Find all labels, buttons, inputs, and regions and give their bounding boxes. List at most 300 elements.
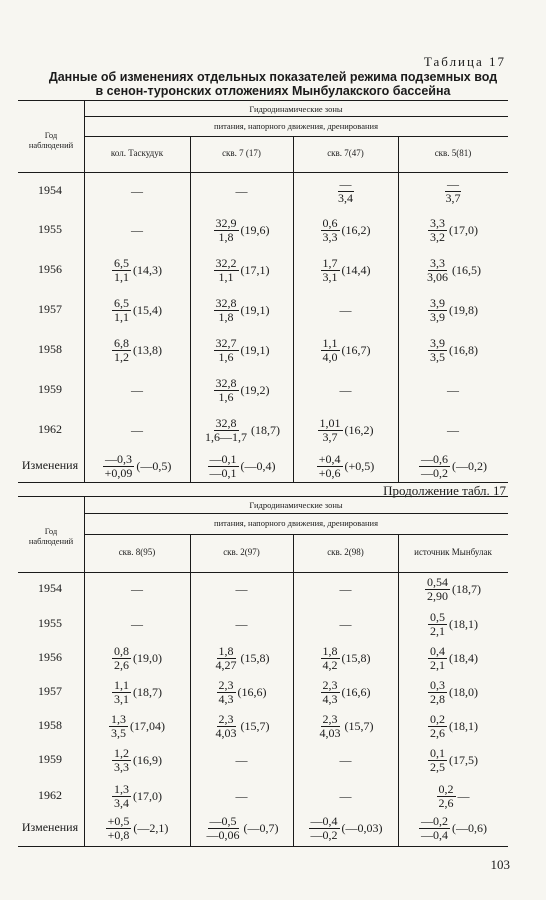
table-cell: [293, 415, 398, 445]
denominator: 3,4: [338, 190, 353, 205]
zones-header: Гидродинамические зоны: [249, 104, 343, 114]
parenthetical-value: (—0,5): [136, 458, 172, 473]
denominator: 3,1: [114, 691, 129, 706]
table-bottom-rule: [18, 482, 508, 483]
parenthetical-value: (18,1): [449, 718, 478, 733]
fraction-value: [106, 815, 132, 842]
dash-value: —: [339, 788, 352, 803]
denominator: 1,2: [114, 349, 129, 364]
table-cell: [190, 215, 293, 245]
table-cell: [398, 677, 508, 707]
fraction-value: [428, 713, 447, 740]
numerator: 3,9: [430, 335, 445, 350]
fraction-value: [205, 815, 242, 842]
year-label: 1955: [38, 222, 62, 236]
dash-value: —: [235, 616, 248, 631]
header-bottom-rule: [18, 172, 508, 173]
fraction-value: [318, 713, 343, 740]
table-cell: [293, 574, 398, 604]
denominator: 3,5: [430, 349, 445, 364]
fraction-value: [321, 337, 340, 364]
fraction-value: [425, 576, 450, 603]
dash-value: —: [131, 581, 143, 596]
parenthetical-value: (16,6): [341, 684, 371, 699]
table-cell: [190, 574, 293, 604]
denominator: 2,8: [430, 691, 445, 706]
table-cell: [398, 813, 508, 843]
parenthetical-value: (—0,4): [240, 458, 276, 473]
parenthetical-value: (14,4): [341, 262, 371, 277]
numerator: 1,2: [114, 745, 129, 760]
numerator: 0,54: [427, 574, 448, 589]
fraction-value: [321, 217, 340, 244]
numerator: 32,8: [215, 415, 237, 430]
denominator: 4,3: [218, 691, 234, 706]
parenthetical-value: (19,6): [240, 222, 270, 237]
parenthetical-value: (+0,5): [344, 458, 375, 473]
fraction-value: [321, 679, 340, 706]
numerator: 6,8: [114, 335, 129, 350]
year-label: 1955: [38, 616, 62, 630]
denominator: 1,8: [218, 309, 234, 324]
subzone-rule: [84, 534, 508, 535]
numerator: 1,1: [114, 677, 129, 692]
table-cell: [84, 711, 190, 741]
parenthetical-value: (16,8): [449, 342, 478, 357]
denominator: +0,8: [107, 827, 130, 842]
numerator: 0,6: [322, 215, 338, 230]
denominator: 2,6: [114, 657, 129, 672]
column-header: скв. 7(47): [327, 148, 364, 158]
fraction-value: [309, 815, 340, 842]
dash-value: —: [235, 788, 248, 803]
parenthetical-value: (18,7): [452, 581, 481, 596]
numerator: —0,4: [310, 813, 338, 828]
numerator: 32,8: [215, 375, 237, 390]
denominator: 1,1: [218, 269, 234, 284]
year-label: 1962: [38, 788, 62, 802]
parenthetical-value: (15,8): [341, 650, 371, 665]
year-label: 1958: [38, 718, 62, 732]
parenthetical-value: (19,1): [240, 302, 270, 317]
fraction-value: [428, 217, 447, 244]
numerator: 2,3: [218, 711, 234, 726]
year-label: Изменения: [21, 458, 79, 472]
denominator: 4,27: [215, 657, 237, 672]
denominator: +0,09: [104, 465, 133, 480]
fraction-value: [444, 178, 463, 205]
zones-rule: [84, 513, 508, 514]
parenthetical-value: (16,2): [341, 222, 371, 237]
fraction-value: [321, 257, 340, 284]
fraction-value: [419, 815, 450, 842]
table-cell: [293, 609, 398, 639]
denominator: 2,90: [427, 588, 448, 603]
fraction-value: [425, 257, 450, 284]
table-cell: [84, 745, 190, 775]
year-label: 1957: [38, 684, 62, 698]
table-cell: [293, 643, 398, 673]
denominator: —0,4: [421, 827, 448, 842]
parenthetical-value: (18,7): [133, 684, 162, 699]
parenthetical-value: (13,8): [133, 342, 162, 357]
numerator: 32,8: [215, 295, 237, 310]
numerator: 1,1: [322, 335, 338, 350]
parenthetical-value: (19,2): [240, 382, 270, 397]
table-cell: [84, 255, 190, 285]
fraction-value: [112, 645, 131, 672]
page-number: 103: [490, 857, 510, 872]
numerator: 0,8: [114, 643, 129, 658]
fraction-value: [214, 257, 239, 284]
fraction-value: [109, 713, 128, 740]
year-label: 1958: [38, 342, 62, 356]
fraction-value: [318, 417, 343, 444]
table-cell: [190, 677, 293, 707]
table-cell: [293, 335, 398, 365]
denominator: 3,2: [430, 229, 445, 244]
table-title-line1: Данные об изменениях отдельных показателей режима подземных вод: [48, 70, 498, 84]
fraction-value: [428, 747, 447, 774]
table-cell: [190, 643, 293, 673]
numerator: 1,01: [319, 415, 341, 430]
denominator: 3,06: [427, 269, 448, 284]
table-cell: [293, 813, 398, 843]
numerator: 0,5: [430, 609, 445, 624]
numerator: —0,1: [209, 451, 237, 466]
fraction-value: [336, 178, 355, 205]
numerator: 0,1: [430, 745, 445, 760]
denominator: 2,6: [438, 795, 454, 810]
dash-value: —: [339, 581, 352, 596]
table-cell: [190, 295, 293, 325]
table-cell: [190, 813, 293, 843]
zones-header: Гидродинамические зоны: [249, 500, 343, 510]
numerator: +0,4: [318, 451, 341, 466]
table-cell: [190, 745, 293, 775]
dash-value: —: [447, 422, 459, 437]
table-cell: [398, 215, 508, 245]
table-cell: [398, 335, 508, 365]
numerator: —: [447, 176, 459, 191]
column-header: скв. 5(81): [434, 148, 472, 158]
table-cell: [398, 255, 508, 285]
subzone-header: питания, напорного движения, дренирования: [214, 121, 378, 131]
table-cell: [84, 375, 190, 405]
numerator: —0,2: [421, 813, 448, 828]
numerator: 1,3: [111, 711, 126, 726]
fraction-value: [112, 297, 131, 324]
table-cell: [190, 711, 293, 741]
parenthetical-value: (—0,03): [341, 820, 383, 835]
dash-value: —: [339, 616, 352, 631]
fraction-value: [214, 337, 239, 364]
table-cell: [293, 215, 398, 245]
table-cell: [398, 415, 508, 445]
parenthetical-value: (16,9): [133, 752, 162, 767]
fraction-value: [112, 679, 131, 706]
subzone-header: питания, напорного движения, дренирования: [214, 518, 378, 528]
table-cell: [398, 574, 508, 604]
parenthetical-value: (16,5): [452, 262, 481, 277]
table-cell: [84, 781, 190, 811]
table-top-rule: [18, 496, 508, 497]
numerator: 32,2: [215, 255, 237, 270]
numerator: 0,4: [430, 643, 445, 658]
table-cell: [293, 781, 398, 811]
denominator: 1,8: [218, 229, 234, 244]
numerator: 2,3: [322, 711, 338, 726]
numerator: 1,7: [322, 255, 338, 270]
column-header: скв. 2(98): [327, 547, 364, 557]
parenthetical-value: (19,1): [240, 342, 270, 357]
denominator: 3,9: [430, 309, 445, 324]
column-header: источник Мынбулак: [414, 547, 492, 557]
table-cell: [190, 255, 293, 285]
denominator: 3,7: [322, 429, 338, 444]
denominator: 3,4: [114, 795, 129, 810]
table-cell: [398, 781, 508, 811]
dash-value: —: [235, 581, 248, 596]
numerator: 0,3: [430, 677, 445, 692]
denominator: —0,2: [310, 827, 338, 842]
parenthetical-value: (18,7): [251, 422, 280, 437]
table-cell: [398, 295, 508, 325]
column-header: кол. Таскудук: [110, 148, 164, 158]
numerator: 2,3: [322, 677, 338, 692]
parenthetical-value: (15,8): [240, 650, 270, 665]
table-cell: [84, 451, 190, 481]
table-cell: [398, 176, 508, 206]
fraction-value: [214, 297, 239, 324]
parenthetical-value: (16,2): [344, 422, 374, 437]
parenthetical-value: (—0,2): [452, 458, 487, 473]
fraction-value: [112, 257, 131, 284]
fraction-value: [419, 453, 450, 480]
numerator: 32,9: [215, 215, 237, 230]
year-label: 1962: [38, 422, 62, 436]
denominator: 4,03: [319, 725, 341, 740]
fraction-value: [428, 645, 447, 672]
parenthetical-value: (18,0): [449, 684, 478, 699]
table-cell: [84, 677, 190, 707]
denominator: +0,6: [318, 465, 341, 480]
table-cell: [398, 609, 508, 639]
denominator: 3,1: [322, 269, 338, 284]
parenthetical-value: —: [457, 788, 470, 803]
dash-value: —: [131, 616, 143, 631]
numerator: 6,5: [114, 255, 129, 270]
parenthetical-value: (14,3): [133, 262, 162, 277]
numerator: 3,9: [430, 295, 445, 310]
numerator: —0,3: [105, 451, 132, 466]
table-cell: [190, 781, 293, 811]
fraction-value: [112, 337, 131, 364]
table-cell: [398, 375, 508, 405]
table-cell: [190, 609, 293, 639]
parenthetical-value: (—2,1): [133, 820, 169, 835]
parenthetical-value: (18,1): [449, 616, 478, 631]
table-cell: [190, 335, 293, 365]
year-label: 1956: [38, 262, 62, 276]
year-label: 1959: [38, 382, 62, 396]
dash-value: —: [339, 752, 352, 767]
parenthetical-value: (16,7): [341, 342, 371, 357]
table-cell: [84, 295, 190, 325]
fraction-value: [214, 217, 239, 244]
parenthetical-value: (17,5): [449, 752, 478, 767]
table-cell: [398, 745, 508, 775]
numerator: 0,2: [430, 711, 445, 726]
table-cell: [84, 643, 190, 673]
denominator: 3,5: [111, 725, 126, 740]
fraction-value: [214, 645, 239, 672]
numerator: 6,5: [114, 295, 129, 310]
numerator: 1,8: [218, 643, 234, 658]
fraction-value: [112, 783, 131, 810]
column-header: скв. 2(97): [223, 547, 260, 557]
fraction-value: [428, 611, 447, 638]
denominator: 2,6: [430, 725, 445, 740]
dash-value: —: [131, 382, 143, 397]
dash-value: —: [447, 382, 459, 397]
table-cell: [293, 255, 398, 285]
table-cell: [84, 415, 190, 445]
year-header-line2: наблюдений: [28, 140, 74, 150]
table-cell: [190, 375, 293, 405]
numerator: 0,2: [438, 781, 454, 796]
numerator: 2,3: [218, 677, 234, 692]
year-label: 1957: [38, 302, 62, 316]
denominator: 1,6—1,7: [205, 429, 247, 444]
header-bottom-rule: [18, 572, 508, 573]
denominator: 2,1: [430, 657, 445, 672]
parenthetical-value: (18,4): [449, 650, 478, 665]
year-label: 1956: [38, 650, 62, 664]
parenthetical-value: (15,7): [344, 718, 374, 733]
year-label: Изменения: [21, 820, 79, 834]
denominator: —0,2: [421, 465, 448, 480]
year-label: 1954: [38, 581, 62, 595]
parenthetical-value: (19,0): [133, 650, 162, 665]
dash-value: —: [131, 222, 143, 237]
year-label: 1954: [38, 183, 62, 197]
parenthetical-value: (16,6): [237, 684, 267, 699]
numerator: 32,7: [215, 335, 237, 350]
year-header-line1: Год: [44, 526, 58, 536]
numerator: —0,6: [421, 451, 448, 466]
fraction-value: [214, 713, 239, 740]
numerator: —: [339, 176, 352, 191]
numerator: 3,3: [430, 215, 445, 230]
table-cell: [84, 609, 190, 639]
fraction-value: [317, 453, 343, 480]
denominator: 3,7: [445, 190, 461, 205]
subzone-rule: [84, 136, 508, 137]
dash-value: —: [235, 752, 248, 767]
denominator: 4,2: [322, 657, 338, 672]
numerator: 3,3: [430, 255, 445, 270]
fraction-value: [428, 297, 447, 324]
parenthetical-value: (17,0): [449, 222, 478, 237]
fraction-value: [208, 453, 239, 480]
parenthetical-value: (17,0): [133, 788, 162, 803]
parenthetical-value: (15,7): [240, 718, 270, 733]
table-cell: [293, 176, 398, 206]
table-cell: [190, 415, 293, 445]
numerator: —0,5: [209, 813, 237, 828]
denominator: 4,3: [322, 691, 338, 706]
numerator: 1,3: [114, 781, 129, 796]
fraction-value: [217, 679, 236, 706]
table-cell: [398, 643, 508, 673]
table-cell: [293, 295, 398, 325]
table-cell: [84, 176, 190, 206]
dash-value: —: [235, 183, 248, 198]
fraction-value: [437, 783, 456, 810]
dash-value: —: [339, 302, 352, 317]
parenthetical-value: (17,1): [240, 262, 270, 277]
parenthetical-value: (—0,7): [243, 820, 279, 835]
denominator: —0,06: [206, 827, 240, 842]
table-cell: [293, 677, 398, 707]
table-cell: [84, 335, 190, 365]
table-bottom-rule: [18, 846, 508, 847]
year-header-line1: Год: [44, 130, 58, 140]
table-cell: [293, 711, 398, 741]
dash-value: —: [131, 183, 143, 198]
dash-value: —: [131, 422, 143, 437]
table-cell: [190, 451, 293, 481]
parenthetical-value: (—0,6): [452, 820, 487, 835]
denominator: 3,3: [114, 759, 129, 774]
table-cell: [293, 451, 398, 481]
denominator: 2,5: [430, 759, 445, 774]
fraction-value: [428, 679, 447, 706]
fraction-value: [321, 645, 340, 672]
denominator: 1,6: [218, 389, 234, 404]
denominator: 1,1: [114, 309, 129, 324]
table-cell: [398, 711, 508, 741]
table-cell: [84, 215, 190, 245]
denominator: 4,0: [322, 349, 338, 364]
table-cell: [84, 574, 190, 604]
table-cell: [84, 813, 190, 843]
table-cell: [398, 451, 508, 481]
table-cell: [293, 745, 398, 775]
table-cell: [293, 375, 398, 405]
parenthetical-value: (17,04): [130, 718, 165, 733]
table-top-rule: [18, 100, 508, 101]
column-header: скв. 7 (17): [222, 148, 261, 158]
denominator: —0,1: [209, 465, 237, 480]
year-label: 1959: [38, 752, 62, 766]
fraction-value: [103, 453, 135, 480]
denominator: 1,6: [218, 349, 234, 364]
table-cell: [190, 176, 293, 206]
fraction-value: [203, 417, 249, 444]
zones-rule: [84, 116, 508, 117]
column-header: скв. 8(95): [118, 547, 156, 557]
fraction-value: [428, 337, 447, 364]
denominator: 2,1: [430, 623, 445, 638]
continuation-label: Продолжение табл. 17: [383, 483, 506, 498]
numerator: +0,5: [107, 813, 130, 828]
fraction-value: [214, 377, 239, 404]
parenthetical-value: (19,8): [449, 302, 478, 317]
denominator: 1,1: [114, 269, 129, 284]
dash-value: —: [339, 382, 352, 397]
